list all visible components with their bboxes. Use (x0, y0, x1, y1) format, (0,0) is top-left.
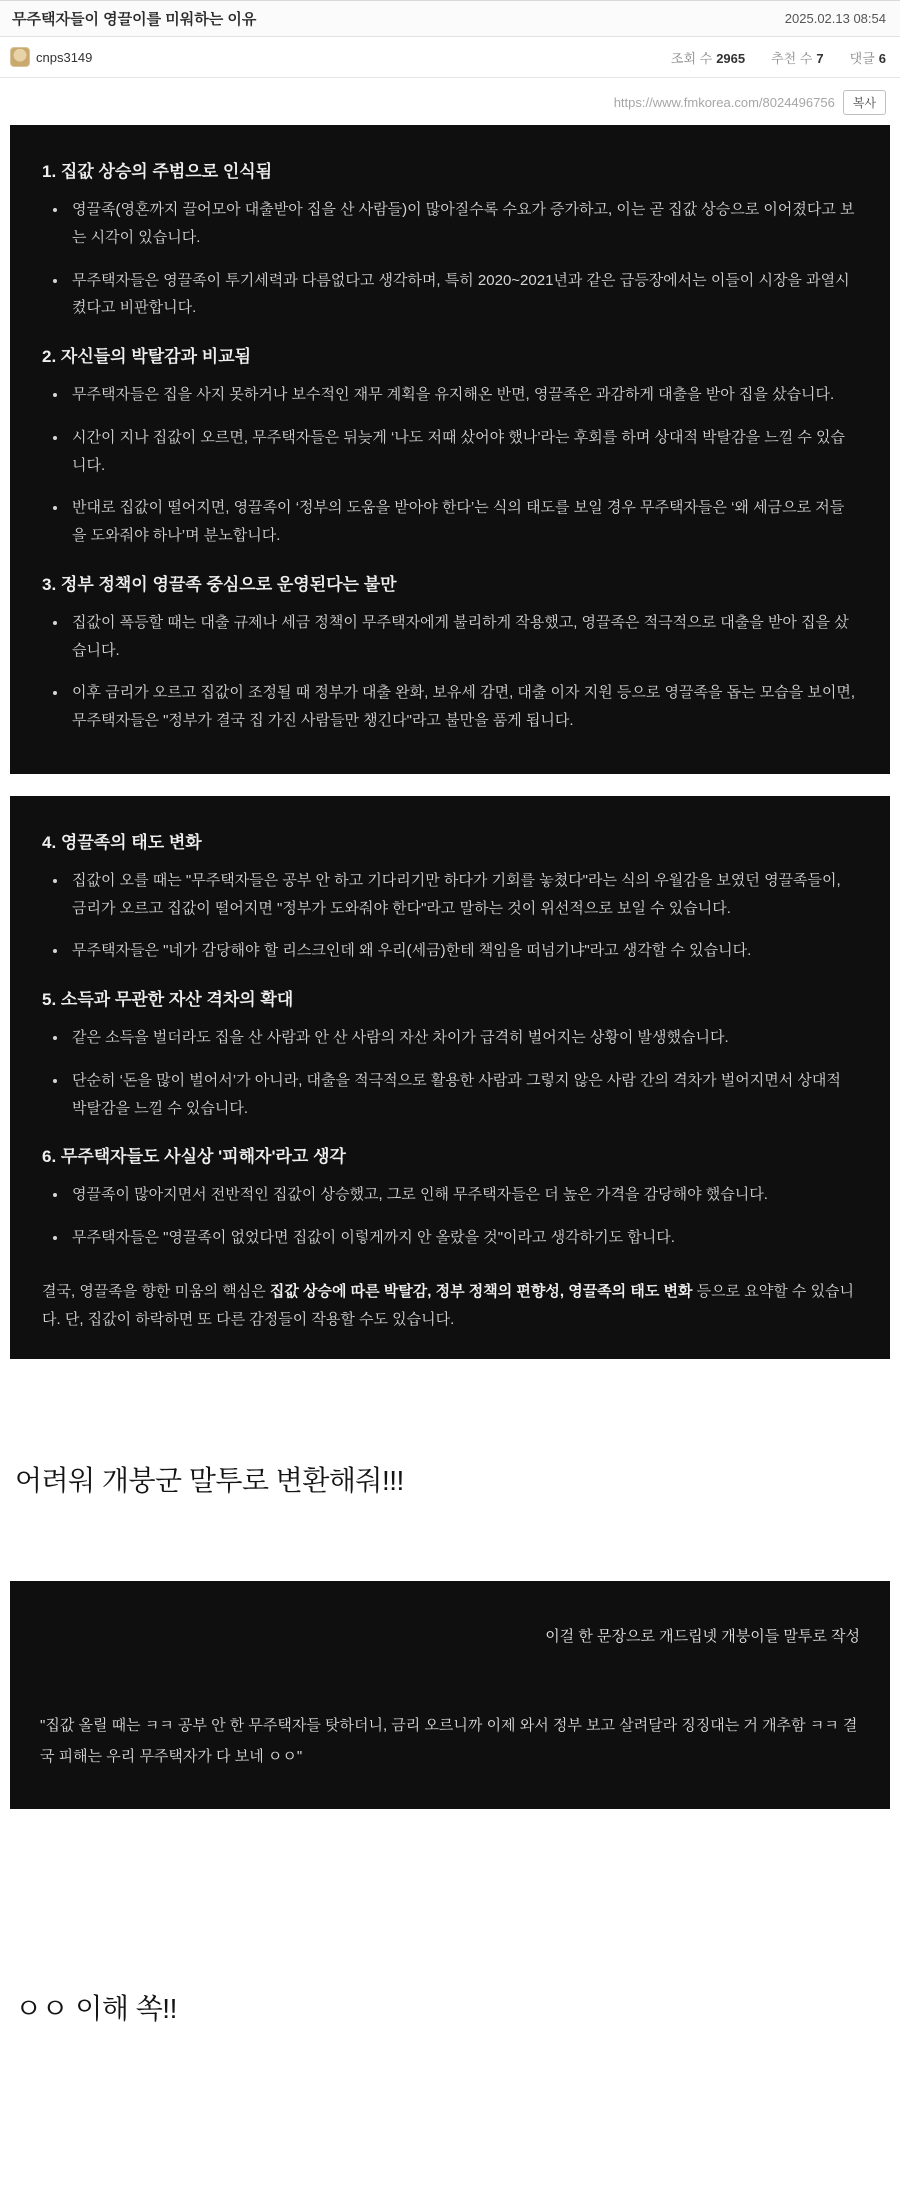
content-block-2 (10, 796, 890, 1359)
bullet: • 같은 소득을 벌더라도 집을 산 사람과 안 산 사람의 자산 차이가 급격히 벌어지는 상황이 발생했습니다. (68, 1024, 858, 1052)
bullet: • 이후 금리가 오르고 집값이 조정될 때 정부가 대출 완화, 보유세 감면, 대출 이자 지원 등으로 영끌족을 돕는 모습을 보이면, 무주택자들은 "정부가 결국 집 가진 사람들만 챙긴다"라고 불만을 품게 됩니다. (68, 679, 858, 735)
post-stats (671, 48, 886, 67)
author[interactable] (10, 47, 92, 67)
section-list-5 (42, 1024, 858, 1122)
content-block-3 (10, 1581, 890, 1809)
section-heading-6: 6. 무주택자들도 사실상 '피해자'라고 생각 (42, 1147, 346, 1167)
section-heading-4: 4. 영끌족의 태도 변화 (42, 832, 202, 852)
comment-count: 댓글 6 (849, 50, 886, 66)
conclusion-suffix: 등으로 요약할 수 있습니다. 단, 집값이 하락하면 또 다른 감정들이 작용할 수도 있습니다. (42, 1282, 855, 1329)
section-heading-5: 5. 소득과 무관한 자산 격차의 확대 (42, 990, 294, 1009)
bullet: • 단순히 ‘돈을 많이 벌어서’가 아니라, 대출을 적극적으로 활용한 사람과 그렇지 않은 사람 간의 격차가 벌어지면서 상대적 박탈감을 느낄 수 있습니다. (68, 1067, 858, 1123)
post-url[interactable]: https://www.fmkorea.com/8024496756 (613, 95, 835, 110)
section-list-2 (42, 381, 858, 550)
section-heading-2: 2. 자신들의 박탈감과 비교됨 (42, 347, 251, 366)
section-list-6 (42, 1181, 858, 1252)
upvote-count: 추천 수 7 (771, 50, 824, 66)
bullet: • 영끌족(영혼까지 끌어모아 대출받아 집을 산 사람들)이 많아질수록 수요가 증가하고, 이는 곧 집값 상승으로 이어졌다고 보는 시각이 있습니다. (68, 196, 858, 252)
avatar (10, 47, 30, 67)
bullet: • 무주택자들은 영끌족이 투기세력과 다름없다고 생각하며, 특히 2020~2021년과 같은 급등장에서는 이들이 시장을 과열시켰다고 비판합니다. (68, 267, 858, 323)
bullet: • 무주택자들은 "네가 감당해야 할 리스크인데 왜 우리(세금)한테 책임을 떠넘기냐"라고 생각할 수 있습니다. (68, 937, 858, 965)
section-heading-3: 3. 정부 정책이 영끌족 중심으로 운영된다는 불만 (42, 574, 397, 594)
bullet: • 반대로 집값이 떨어지면, 영끌족이 ‘정부의 도움을 받아야 한다’는 식의 태도를 보일 경우 무주택자들은 ‘왜 세금으로 저들을 도와줘야 하나’며 분노합니다. (68, 494, 858, 550)
author-name[interactable]: cnps3149 (36, 49, 93, 65)
url-bar (0, 78, 900, 125)
user-comment-request: 어려워 개붕군 말투로 변환해줘!!! (15, 1464, 404, 1496)
title-bar (0, 1, 900, 37)
bullet: • 무주택자들은 집을 사지 못하거나 보수적인 재무 계획을 유지해온 반면, 영끌족은 과감하게 대출을 받아 집을 샀습니다. (68, 381, 858, 409)
bullet: • 시간이 지나 집값이 오르면, 무주택자들은 뒤늦게 ‘나도 저때 샀어야 했나’라는 후회를 하며 상대적 박탈감을 느낄 수 있습니다. (68, 424, 858, 480)
bullet: • 집값이 폭등할 때는 대출 규제나 세금 정책이 무주택자에게 불리하게 작용했고, 영끌족은 적극적으로 대출을 받아 집을 샀습니다. (68, 609, 858, 665)
conclusion-paragraph (42, 1278, 858, 1335)
bullet: • 무주택자들은 "영끌족이 없었다면 집값이 이렇게까지 안 올랐을 것"이라고 생각하기도 합니다. (68, 1224, 858, 1252)
section-list-1 (42, 196, 858, 322)
author-bar (0, 37, 900, 78)
reply-prompt: 이걸 한 문장으로 개드립넷 개붕이들 말투로 작성 (545, 1627, 860, 1645)
view-count: 조회 수 2965 (670, 50, 746, 66)
content-block-1 (10, 125, 890, 774)
copy-url-button[interactable]: 복사 (843, 90, 886, 115)
bullet: • 집값이 오를 때는 "무주택자들은 공부 안 하고 기다리기만 하다가 기회를 놓쳤다"라는 식의 우월감을 보였던 영끌족들이, 금리가 오르고 집값이 떨어지면 "정부가 도와줘야 한다"라고 말하는 것이 위선적으로 보일 수 있습니다. (68, 867, 858, 923)
conclusion-prefix: 결국, 영끌족을 향한 미움의 핵심은 (42, 1282, 270, 1300)
section-list-3 (42, 609, 858, 735)
user-comment-reaction: ㅇㅇ 이해 쏙!! (15, 1992, 177, 2024)
conclusion-bold: 집값 상승에 따른 박탈감, 정부 정책의 편향성, 영끌족의 태도 변화 (269, 1282, 693, 1300)
reply-quote: "집값 올릴 때는 ㅋㅋ 공부 안 한 무주택자들 탓하더니, 금리 오르니까 이제 와서 정부 보고 살려달라 징징대는 거 개추함 ㅋㅋ 결국 피해는 우리 무주택자가 다 보네 ㅇㅇ" (40, 1716, 858, 1766)
post-date: 2025.02.13 08:54 (784, 11, 886, 26)
bullet: • 영끌족이 많아지면서 전반적인 집값이 상승했고, 그로 인해 무주택자들은 더 높은 가격을 감당해야 했습니다. (68, 1181, 858, 1209)
section-list-4 (42, 867, 858, 965)
page-title: 무주택자들이 영끌이를 미워하는 이유 (12, 11, 257, 28)
section-heading-1: 1. 집값 상승의 주범으로 인식됨 (42, 162, 273, 181)
